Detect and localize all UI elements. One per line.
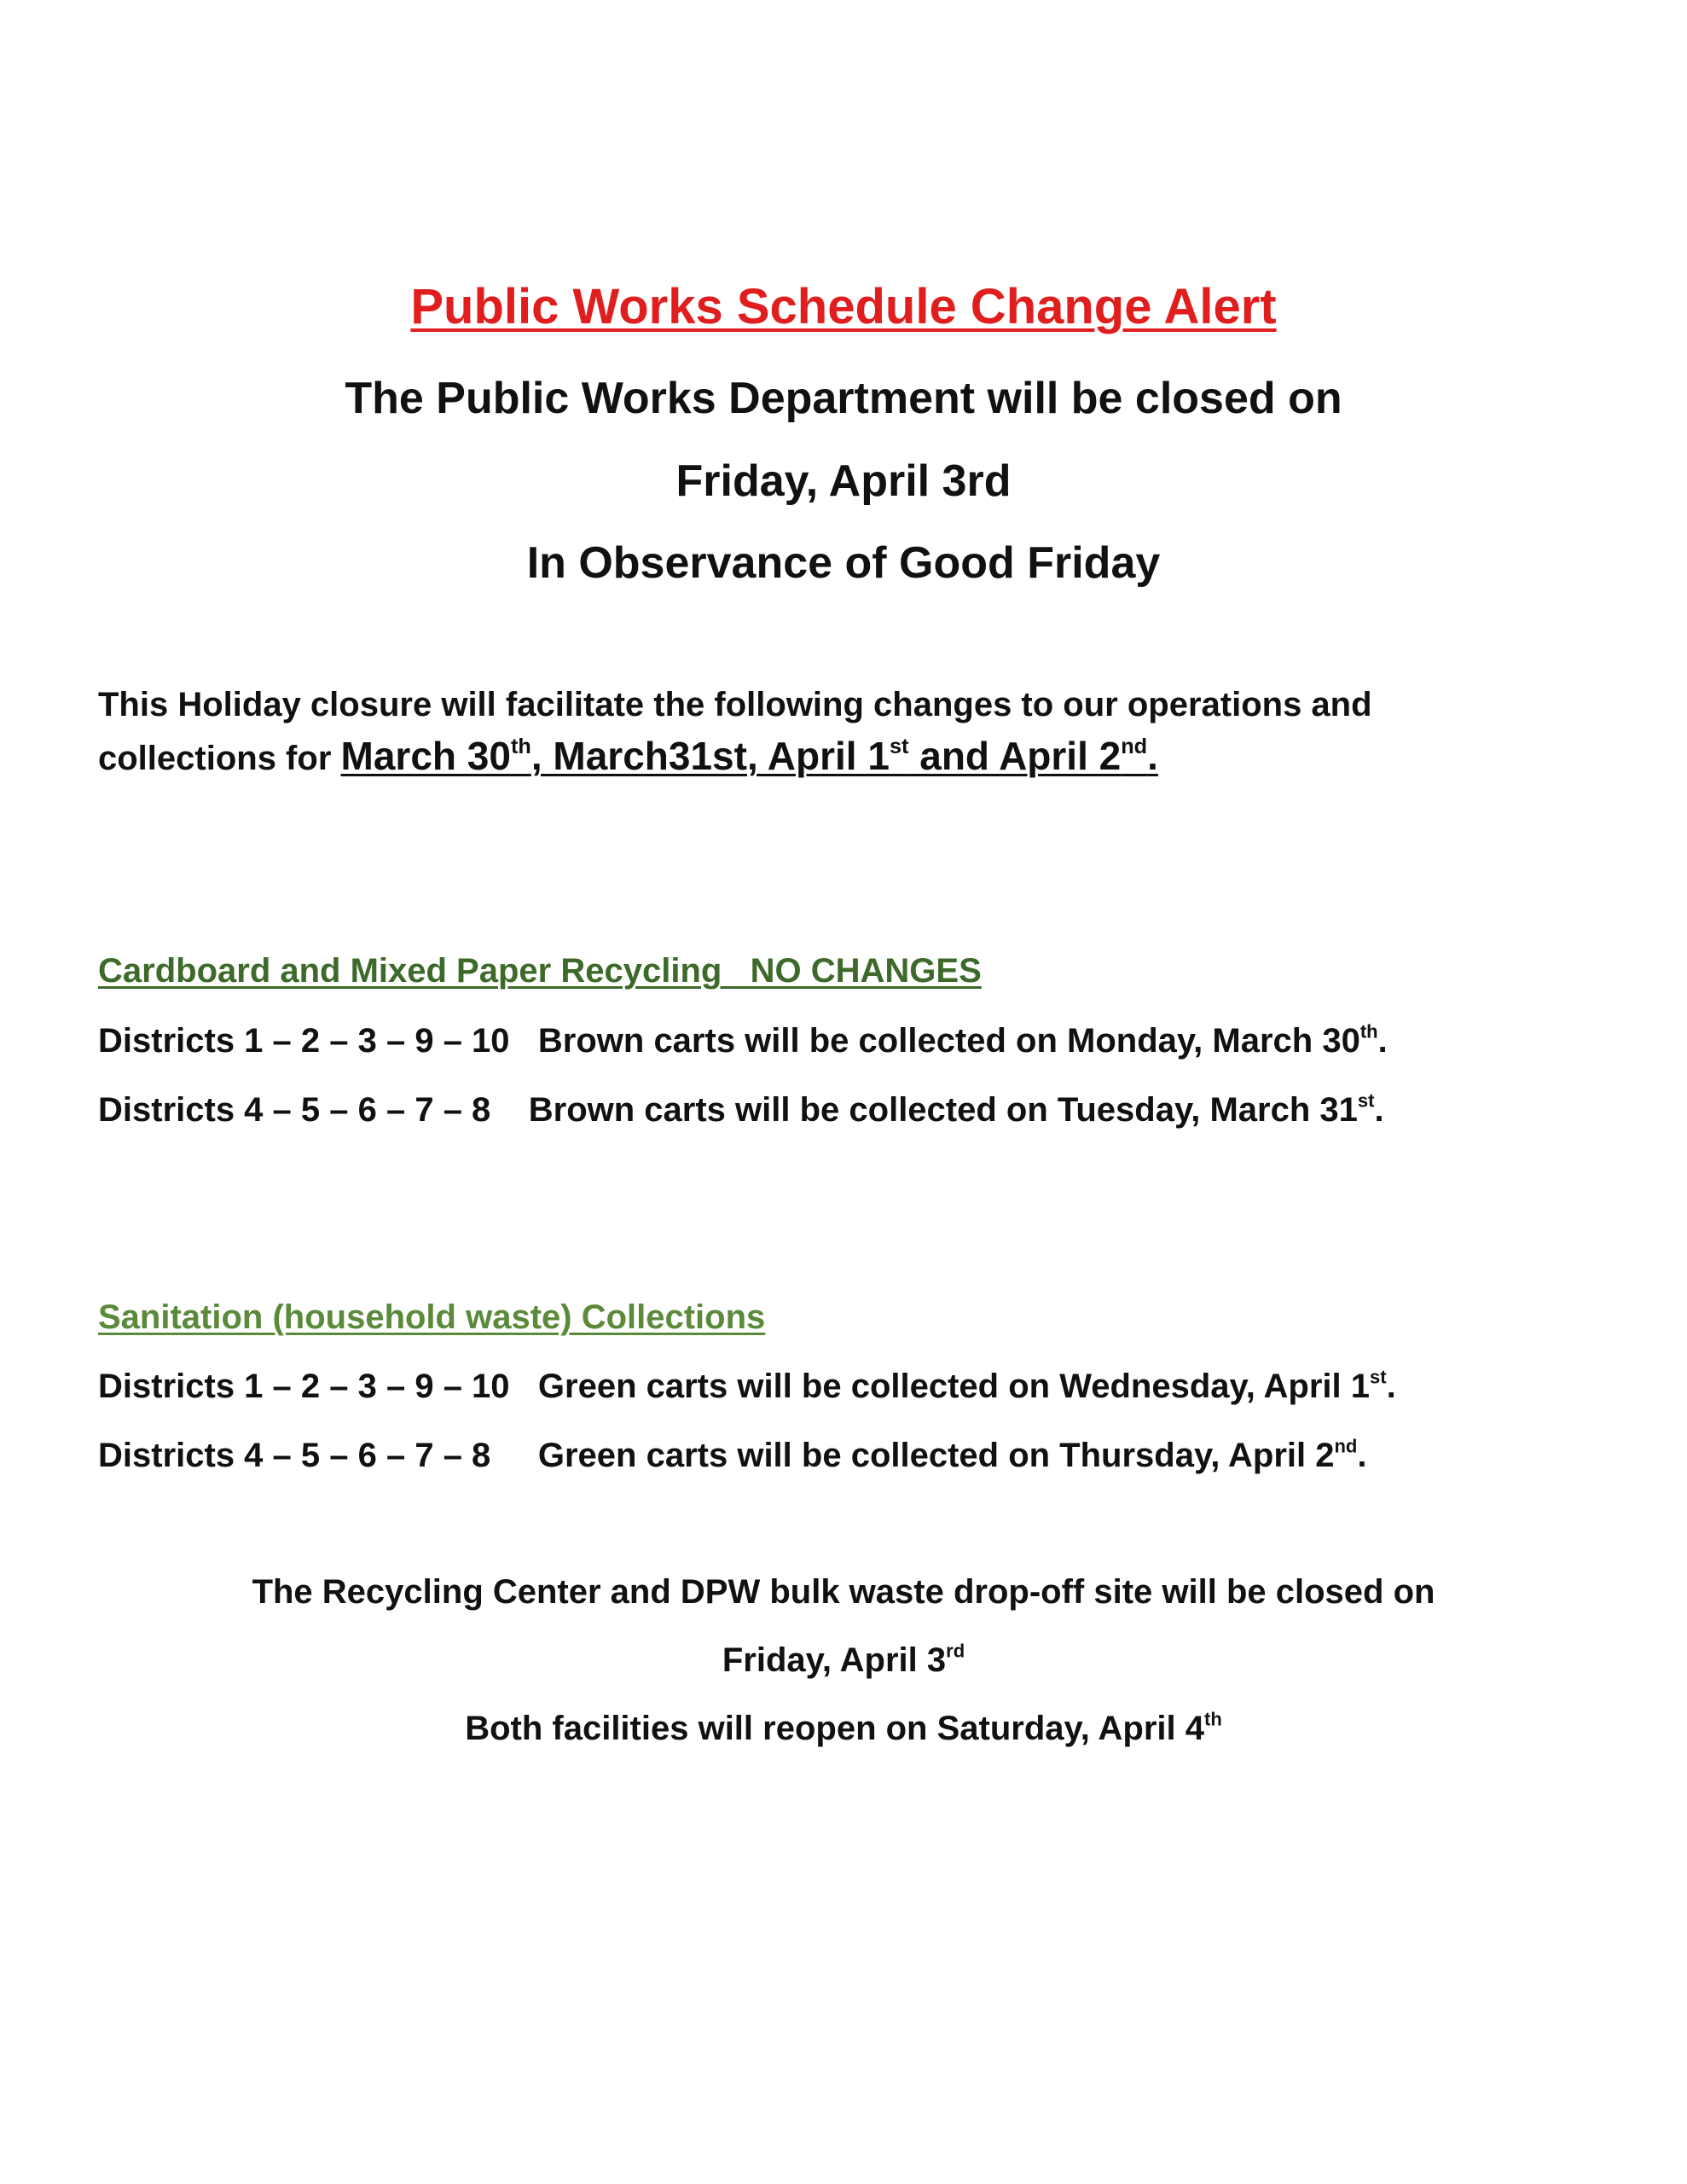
recycling-row	[98, 1086, 1384, 1134]
recycling-row-text: Brown carts will be collected on Monday, March 30	[537, 1022, 1360, 1060]
date-sep-1: , March31st, April 1	[530, 734, 890, 778]
closed-line: The Public Works Department will be closed on	[345, 374, 1342, 423]
sanitation-row-end: .	[1386, 1368, 1396, 1405]
sanitation-row-districts: Districts 4 – 5 – 6 – 7 – 8	[98, 1437, 491, 1474]
sanitation-row-text: Green carts will be collected on Wednesday, April 1	[537, 1368, 1371, 1405]
date-end: .	[1147, 734, 1158, 778]
recycling-row-suffix: th	[1359, 1020, 1378, 1043]
recycling-row-text: Brown carts will be collected on Tuesday, March 31	[528, 1091, 1358, 1129]
recycling-row-districts: Districts 1 – 2 – 3 – 9 – 10	[98, 1022, 510, 1060]
facility-reopen-text: Both facilities will reopen on Saturday, April 4	[465, 1710, 1205, 1747]
sanitation-row-suffix: nd	[1334, 1435, 1358, 1457]
observance-line: In Observance of Good Friday	[526, 538, 1161, 588]
sanitation-row-districts: Districts 1 – 2 – 3 – 9 – 10	[98, 1368, 510, 1405]
facility-closure-line: The Recycling Center and DPW bulk waste drop-off site will be closed on	[252, 1573, 1435, 1611]
sanitation-row	[98, 1432, 1366, 1479]
sanitation-row	[98, 1362, 1396, 1410]
facility-closure-date-text: Friday, April 3	[722, 1641, 947, 1679]
date-3-suffix: nd	[1121, 735, 1148, 759]
notice-title: Public Works Schedule Change Alert	[410, 279, 1277, 334]
date-1-suffix: th	[510, 735, 531, 759]
date-1: March 30	[340, 734, 511, 778]
intro-paragraph	[98, 679, 1616, 784]
recycling-heading: Cardboard and Mixed Paper Recycling NO CHANGES	[98, 952, 982, 990]
sanitation-row-suffix: st	[1370, 1366, 1387, 1388]
facility-closure-date	[0, 1636, 1687, 1684]
facility-closure-date-suffix: rd	[946, 1640, 965, 1662]
facility-reopen-line	[0, 1705, 1687, 1752]
intro-line-2	[98, 730, 1616, 784]
recycling-row-end: .	[1374, 1091, 1384, 1129]
sanitation-heading: Sanitation (household waste) Collections	[98, 1298, 766, 1336]
closed-date: Friday, April 3rd	[675, 456, 1012, 506]
intro-prefix: collections for	[98, 740, 332, 777]
recycling-row-end: .	[1377, 1022, 1388, 1060]
facility-reopen-suffix: th	[1204, 1708, 1222, 1730]
intro-line-1: This Holiday closure will facilitate the following changes to our operations and	[98, 686, 1372, 723]
sanitation-row-end: .	[1357, 1437, 1367, 1474]
recycling-row	[98, 1017, 1388, 1065]
recycling-row-suffix: st	[1357, 1089, 1375, 1112]
date-2-suffix: st	[889, 735, 909, 759]
sanitation-row-text: Green carts will be collected on Thursday, April 2	[537, 1437, 1335, 1474]
affected-dates	[341, 734, 1158, 778]
date-sep-2: and April 2	[908, 734, 1122, 778]
recycling-row-districts: Districts 4 – 5 – 6 – 7 – 8	[98, 1091, 491, 1129]
